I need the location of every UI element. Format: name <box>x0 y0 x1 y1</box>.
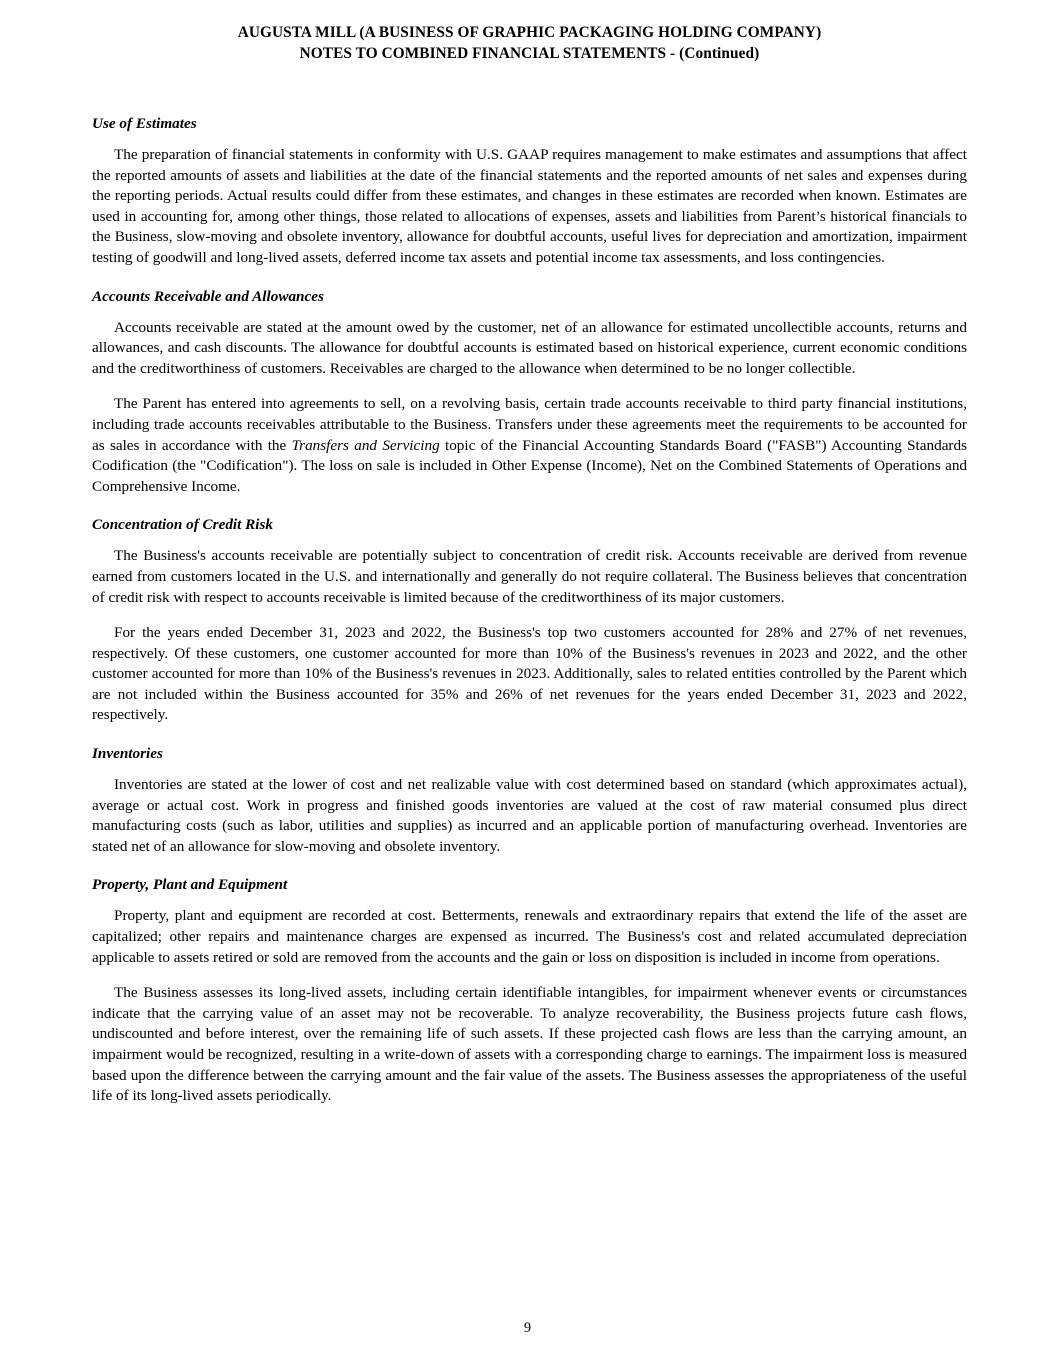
italic-citation: Transfers and Servicing <box>291 436 440 454</box>
document-body <box>92 114 967 1107</box>
section-heading: Property, Plant and Equipment <box>92 876 288 894</box>
section-property-plant-and-equipment <box>92 875 967 1106</box>
paragraph: Inventories are stated at the lower of cost and net realizable value with cost determined based on standard (which approximates actual), average or actual cost. Work in progress and finished goods inventories are valued at the cost of raw material consumed plus direct manufacturing costs (such as labor, utilities and supplies) as incurred and an applicable portion of manufacturing overhead. Inventories are stated net of an allowance for slow-moving and obsolete inventory. <box>92 776 967 855</box>
section-inventories <box>92 744 967 857</box>
section-concentration-of-credit-risk <box>92 515 967 726</box>
header-line-subtitle: NOTES TO COMBINED FINANCIAL STATEMENTS - (Continued) <box>299 45 760 62</box>
paragraph: For the years ended December 31, 2023 and 2022, the Business's top two customers accounted for 28% and 27% of net revenues, respectively. Of these customers, one customer accounted for more than 10% of the Business's revenues in 2023 and 2022, and the other customer accounted for more than 10% of the Business's revenues in 2023. Additionally, sales to related entities controlled by the Parent which are not included within the Business accounted for 35% and 26% of net revenues for the years ended December 31, 2023 and 2022, respectively. <box>92 624 967 724</box>
section-heading: Concentration of Credit Risk <box>92 516 274 534</box>
page-number: 9 <box>523 1320 532 1336</box>
document-header <box>92 22 967 64</box>
paragraph-with-italic-citation <box>92 394 967 497</box>
paragraph-text-after: topic of the Financial Accounting Standards Board ("FASB") Accounting Standards Codification (the "Codification"). The loss on sale is included in Other Expense (Income), Net on the Combined Statements of Operations and Comprehensive Income. <box>92 436 967 495</box>
paragraph: The Business assesses its long-lived assets, including certain identifiable intangibles, for impairment whenever events or circumstances indicate that the carrying value of an asset may not be recoverable. To analyze recoverability, the Business projects future cash flows, undiscounted and before interest, over the remaining life of such assets. If these projected cash flows are less than the carrying amount, an impairment would be recognized, resulting in a write-down of assets with a corresponding charge to earnings. The impairment loss is measured based upon the difference between the carrying amount and the fair value of the assets. The Business assesses the appropriateness of the useful life of its long-lived assets periodically. <box>92 984 967 1105</box>
header-line-company: AUGUSTA MILL (A BUSINESS OF GRAPHIC PACKAGING HOLDING COMPANY) <box>237 24 822 41</box>
paragraph: The preparation of financial statements in conformity with U.S. GAAP requires management to make estimates and assumptions that affect the reported amounts of assets and liabilities at the date of the financial statements and the reported amounts of net sales and expenses during the reporting periods. Actual results could differ from these estimates, and changes in these estimates are recorded when known. Estimates are used in accounting for, among other things, those related to allocations of expenses, assets and liabilities from Parent’s historical financials to the Business, slow-moving and obsolete inventory, allowance for doubtful accounts, useful lives for depreciation and amortization, impairment testing of goodwill and long-lived assets, deferred income tax assets and potential income tax assessments, and loss contingencies. <box>92 146 967 266</box>
paragraph-text-before: The Parent has entered into agreements to sell, on a revolving basis, certain trade accounts receivable to third party financial institutions, including trade accounts receivables attributable to the Business. Transfers under these agreements meet the requirements to be accounted for as sales in accordance with the <box>92 395 967 454</box>
section-heading: Accounts Receivable and Allowances <box>92 287 324 305</box>
paragraph: Accounts receivable are stated at the amount owed by the customer, net of an allowance for estimated uncollectible accounts, returns and allowances, and cash discounts. The allowance for doubtful accounts is estimated based on historical experience, current economic conditions and the creditworthiness of customers. Receivables are charged to the allowance when determined to be no longer collectible. <box>92 318 967 377</box>
paragraph: Property, plant and equipment are recorded at cost. Betterments, renewals and extraordinary repairs that extend the life of the asset are capitalized; other repairs and maintenance charges are expensed as incurred. The Business's cost and related accumulated depreciation applicable to assets retired or sold are removed from the accounts and the gain or loss on disposition is included in income from operations. <box>92 907 967 966</box>
section-heading: Use of Estimates <box>92 115 197 132</box>
section-heading: Inventories <box>92 745 163 763</box>
section-use-of-estimates <box>92 114 967 269</box>
section-accounts-receivable-and-allowances <box>92 287 967 498</box>
paragraph: The Business's accounts receivable are potentially subject to concentration of credit risk. Accounts receivable are derived from revenue earned from customers located in the U.S. and internationally and generally do not require collateral. The Business believes that concentration of credit risk with respect to accounts receivable is limited because of the creditworthiness of its major customers. <box>92 547 967 606</box>
